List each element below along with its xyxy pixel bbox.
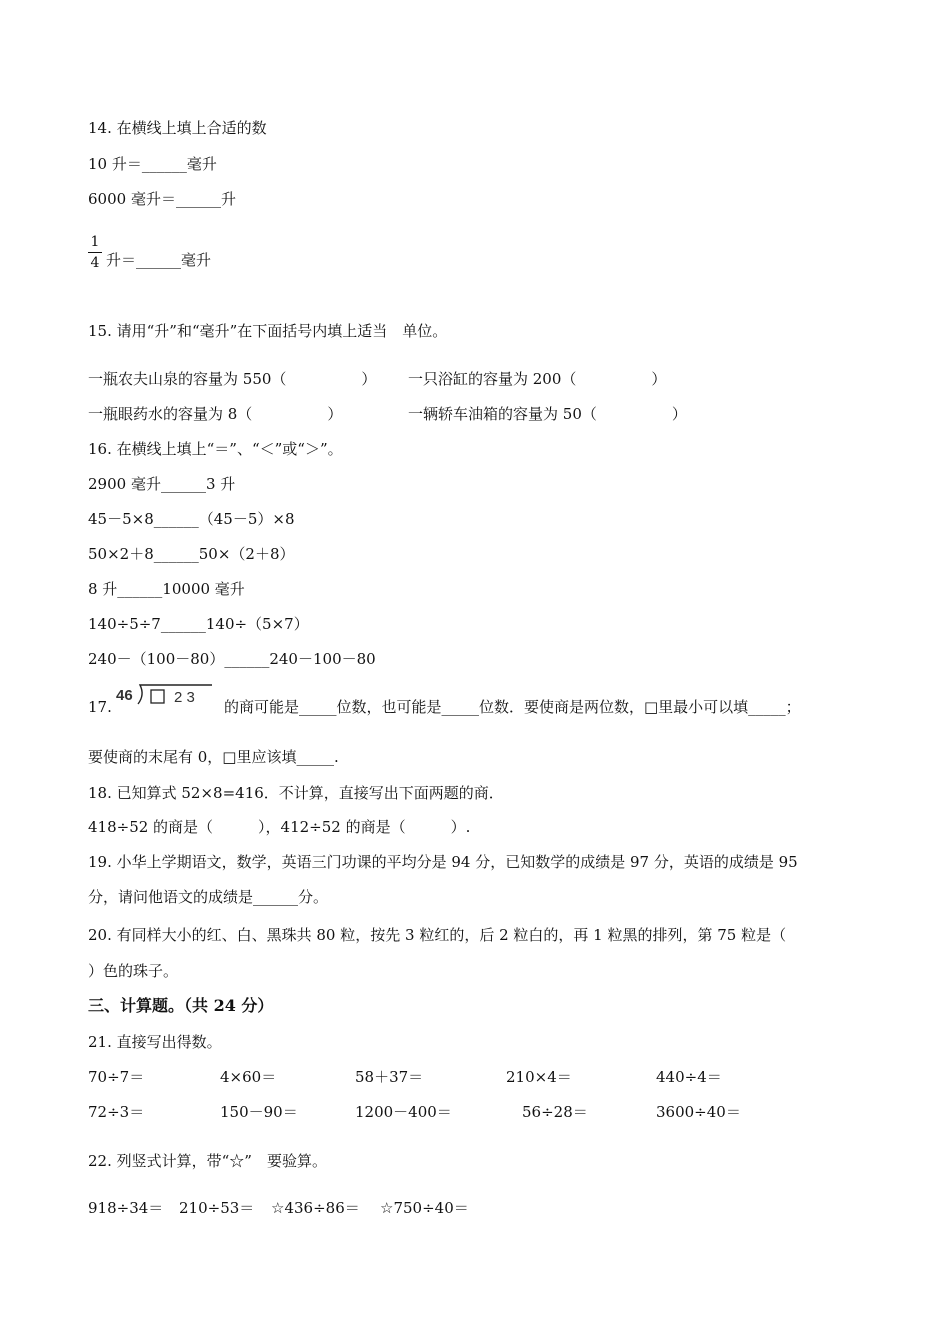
q15-item-b: 一只浴缸的容量为 200（ ） <box>408 370 667 388</box>
q16-title: 16. 在横线上填上“＝”、“＜”或“＞”。 <box>88 440 343 458</box>
long-division-figure <box>114 683 214 713</box>
q14-line3: 升＝______毫升 <box>106 251 212 269</box>
blank-box-icon <box>151 690 164 703</box>
q22-item: ☆750÷40＝ <box>380 1199 469 1217</box>
fraction-numerator: 1 <box>90 234 100 250</box>
divisor-text: 46 <box>116 687 133 704</box>
q21-cell: 440÷4＝ <box>656 1068 722 1086</box>
fraction-bar <box>88 252 102 253</box>
q21-cell: 3600÷40＝ <box>656 1103 741 1121</box>
q21-cell: 70÷7＝ <box>88 1068 145 1086</box>
q21-cell: 56÷28＝ <box>522 1103 588 1121</box>
q14-line1: 10 升＝______毫升 <box>88 155 217 173</box>
q20-line2: ）色的珠子。 <box>88 962 179 980</box>
section-heading: 三、计算题。（共 24 分） <box>88 996 274 1015</box>
q16-item: 45－5×8______（45－5）×8 <box>88 510 295 528</box>
q15-item-a: 一瓶农夫山泉的容量为 550（ ） <box>88 370 377 388</box>
q21-cell: 58＋37＝ <box>355 1068 424 1086</box>
q16-item: 2900 毫升______3 升 <box>88 475 236 493</box>
q21-title: 21. 直接写出得数。 <box>88 1033 222 1051</box>
q17-text2: 要使商的末尾有 0，□里应该填_____. <box>88 748 339 766</box>
q18-line: 418÷52 的商是（ ），412÷52 的商是（ ）. <box>88 818 471 836</box>
q21-cell: 150－90＝ <box>220 1103 298 1121</box>
q22-item: ☆436÷86＝ <box>271 1199 360 1217</box>
q19-line2: 分，请问他语文的成绩是______分。 <box>88 888 329 906</box>
q17-number: 17. <box>88 698 112 716</box>
q21-cell: 1200－400＝ <box>355 1103 452 1121</box>
fraction-one-quarter <box>88 234 102 271</box>
dividend-digits: 2 3 <box>174 689 195 706</box>
fraction-denominator: 4 <box>90 255 100 271</box>
q21-cell: 210×4＝ <box>506 1068 572 1086</box>
q16-item: 8 升______10000 毫升 <box>88 580 245 598</box>
q17-text1: 的商可能是_____位数，也可能是_____位数．要使商是两位数，□里最小可以填_____； <box>224 698 801 716</box>
q16-item: 50×2＋8______50×（2＋8） <box>88 545 295 563</box>
q19-line1: 19. 小华上学期语文，数学，英语三门功课的平均分是 94 分，已知数学的成绩是 97 分，英语的成绩是 95 <box>88 853 798 871</box>
q21-cell: 72÷3＝ <box>88 1103 145 1121</box>
q15-title: 15. 请用“升”和“毫升”在下面括号内填上适当 单位。 <box>88 322 448 340</box>
q22-item: 918÷34＝ <box>88 1199 164 1217</box>
q20-line1: 20. 有同样大小的红、白、黑珠共 80 粒，按先 3 粒红的，后 2 粒白的，再 1 粒黑的排列，第 75 粒是（ <box>88 926 787 944</box>
q15-item-c: 一瓶眼药水的容量为 8（ ） <box>88 405 343 423</box>
q16-item: 140÷5÷7______140÷（5×7） <box>88 615 309 633</box>
q14-title: 14. 在横线上填上合适的数 <box>88 119 267 137</box>
q21-cell: 4×60＝ <box>220 1068 277 1086</box>
q18-title: 18. 已知算式 52×8=416．不计算，直接写出下面两题的商． <box>88 784 504 802</box>
q16-item: 240－（100－80）______240－100－80 <box>88 650 376 668</box>
q22-item: 210÷53＝ <box>179 1199 255 1217</box>
q15-item-d: 一辆轿车油箱的容量为 50（ ） <box>408 405 687 423</box>
q22-title: 22. 列竖式计算，带“☆” 要验算。 <box>88 1152 327 1170</box>
q14-line2: 6000 毫升＝______升 <box>88 190 236 208</box>
